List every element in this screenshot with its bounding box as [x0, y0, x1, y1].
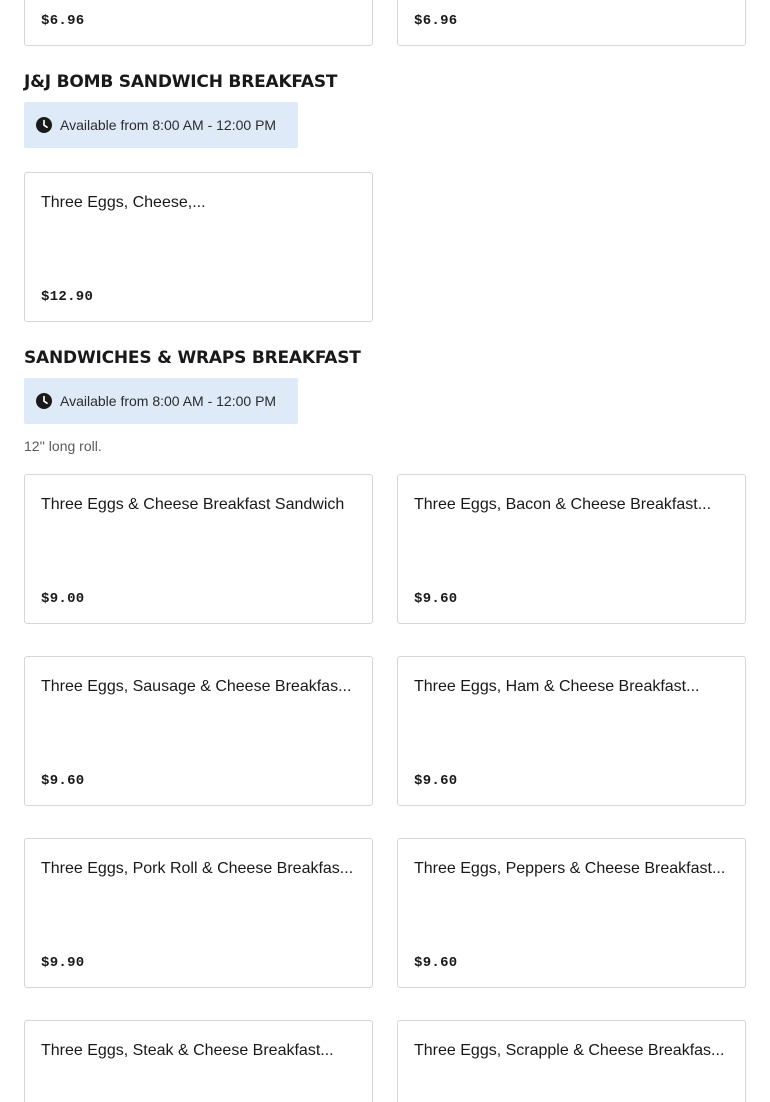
- menu-item-card[interactable]: [24, 838, 373, 988]
- clock-icon: [36, 393, 52, 409]
- menu-item-price: $9.60: [41, 773, 85, 789]
- menu-item-card[interactable]: [397, 0, 746, 46]
- menu-item-name: Three Eggs, Cheese,...: [41, 194, 206, 211]
- menu-item-name: Three Eggs, Scrapple & Cheese Breakfas...: [414, 1042, 725, 1059]
- availability-banner: [24, 102, 298, 148]
- menu-item-price: $9.00: [41, 591, 85, 607]
- menu-item-price: $6.96: [414, 13, 458, 29]
- menu-item-price: $6.96: [41, 13, 85, 29]
- menu-item-card[interactable]: [24, 1020, 373, 1102]
- section-title: J&J BOMB SANDWICH BREAKFAST: [24, 72, 338, 92]
- availability-text: Available from 8:00 AM - 12:00 PM: [60, 117, 277, 133]
- menu-item-price: $9.60: [414, 591, 458, 607]
- menu-item-name: Three Eggs & Cheese Breakfast Sandwich: [41, 496, 345, 513]
- menu-item-card[interactable]: [24, 474, 373, 624]
- menu-item-price: $12.90: [41, 289, 94, 305]
- menu-item-card[interactable]: [24, 0, 373, 46]
- menu-item-name: Three Eggs, Pork Roll & Cheese Breakfas...: [41, 860, 354, 877]
- menu-item-card[interactable]: [24, 656, 373, 806]
- menu-item-card[interactable]: [397, 838, 746, 988]
- menu-item-card[interactable]: [397, 1020, 746, 1102]
- menu-item-name: Three Eggs, Steak & Cheese Breakfast...: [41, 1042, 334, 1059]
- clock-icon: [36, 117, 52, 133]
- menu-item-card[interactable]: [24, 172, 373, 322]
- menu-item-card[interactable]: [397, 474, 746, 624]
- section-title: SANDWICHES & WRAPS BREAKFAST: [24, 348, 361, 368]
- menu-item-name: Three Eggs, Peppers & Cheese Breakfast...: [414, 860, 726, 877]
- section-description: 12'' long roll.: [24, 438, 102, 454]
- menu-item-price: $9.60: [414, 955, 458, 971]
- availability-banner: [24, 378, 298, 424]
- menu-item-card[interactable]: [397, 656, 746, 806]
- availability-text: Available from 8:00 AM - 12:00 PM: [60, 393, 277, 409]
- menu-item-name: Three Eggs, Bacon & Cheese Breakfast...: [414, 496, 712, 513]
- menu-item-name: Three Eggs, Sausage & Cheese Breakfas...: [41, 678, 352, 695]
- menu-item-name: Three Eggs, Ham & Cheese Breakfast...: [414, 678, 700, 695]
- menu-item-price: $9.60: [414, 773, 458, 789]
- menu-item-price: $9.90: [41, 955, 85, 971]
